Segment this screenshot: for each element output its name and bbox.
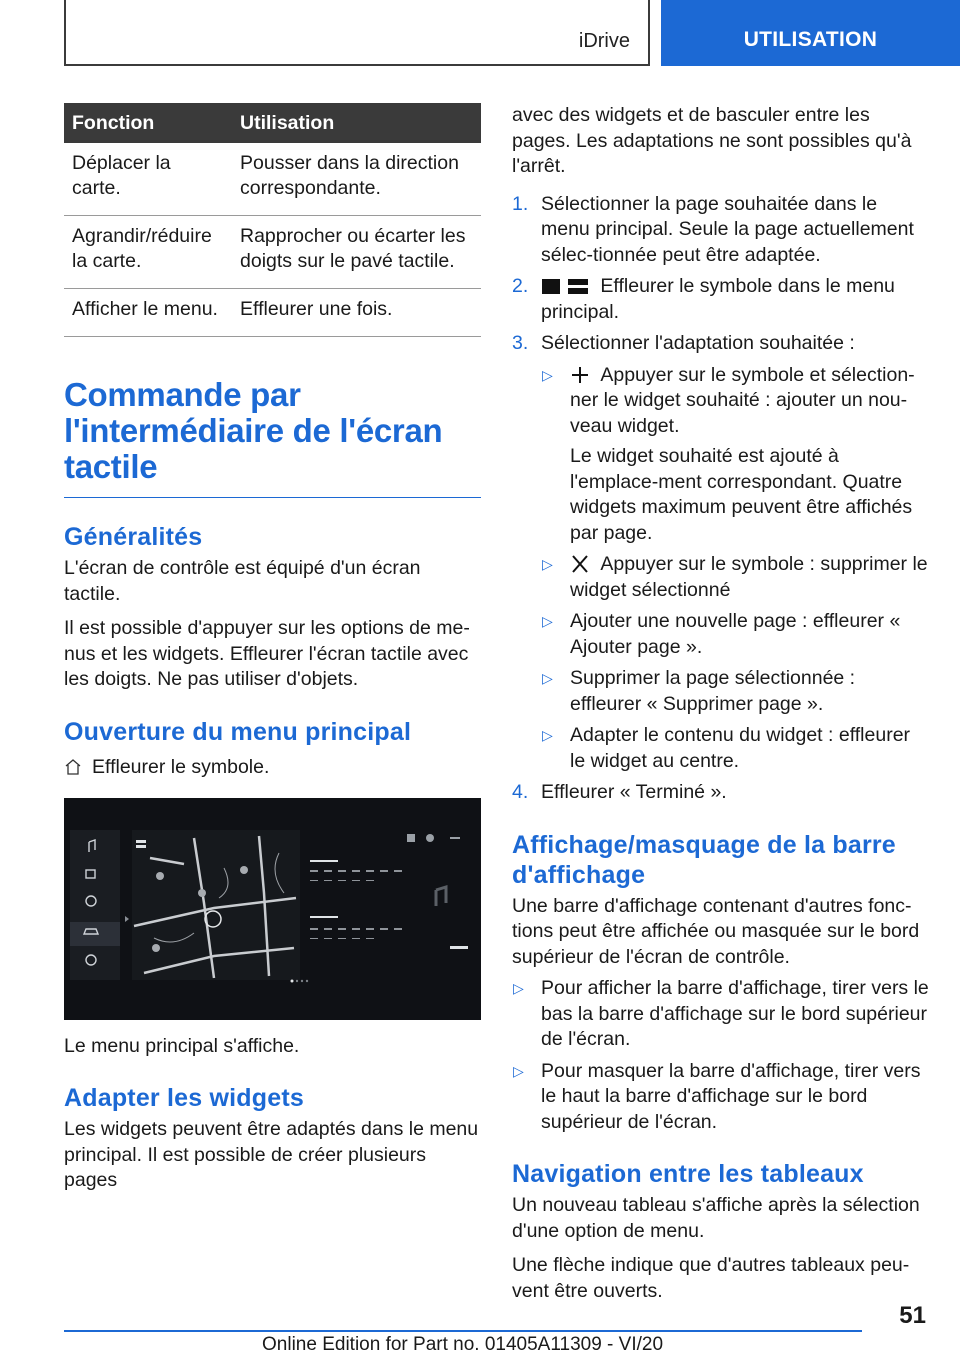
bar-list bbox=[512, 976, 930, 1135]
table-header-cell: Utilisation bbox=[232, 103, 481, 143]
step-item bbox=[512, 331, 930, 774]
heading-display-bar: Affichage/masquage de la barre d'affichage bbox=[512, 830, 896, 889]
screen-illustration bbox=[64, 798, 481, 1020]
page-number: 51 bbox=[899, 1302, 926, 1329]
widget-layout-icon bbox=[541, 277, 589, 295]
header-chapter: UTILISATION bbox=[661, 0, 960, 66]
paragraph: Un nouveau tableau s'affiche après la sélection d'une option de menu. bbox=[512, 1194, 920, 1242]
paragraph: Les widgets peuvent être adaptés dans le menu principal. Il est possible de créer plusieurs pages bbox=[64, 1118, 479, 1191]
table-cell: Effleurer une fois. bbox=[232, 289, 481, 337]
step-text: Effleurer le symbole dans le menu principal. bbox=[541, 275, 895, 323]
table-cell: Afficher le menu. bbox=[64, 289, 232, 337]
heading-general: Généralités bbox=[64, 523, 203, 551]
instruction-text: Effleurer le symbole. bbox=[92, 755, 270, 778]
heading-navigation: Navigation entre les tableaux bbox=[512, 1160, 864, 1188]
triangle-bullet-icon: ▷ bbox=[542, 670, 553, 686]
option-text: Supprimer la page sélectionnée : effleurer « Supprimer page ». bbox=[570, 667, 856, 715]
plus-icon bbox=[570, 366, 590, 384]
table-cell: Pousser dans la direction correspondante. bbox=[232, 143, 481, 216]
function-table bbox=[64, 103, 481, 337]
paragraph: Il est possible d'appuyer sur les options de me-nus et les widgets. Effleurer l'écran tactile avec les doigts. Ne pas utiliser d'objets. bbox=[64, 617, 470, 690]
paragraph: L'écran de contrôle est équipé d'un écran tactile. bbox=[64, 557, 421, 605]
list-item bbox=[512, 1059, 930, 1136]
header-section: iDrive bbox=[578, 30, 630, 52]
triangle-bullet-icon: ▷ bbox=[542, 613, 553, 629]
footer-edition: Online Edition for Part no. 01405A11309 - VI/20 bbox=[262, 1334, 664, 1355]
paragraph: Une barre d'affichage contenant d'autres fonc-tions peut être affichée ou masquée sur le bord supérieur de l'écran de contrôle. bbox=[512, 894, 920, 968]
table-cell: Déplacer la carte. bbox=[64, 143, 232, 216]
control-display-screenshot bbox=[64, 798, 481, 1020]
list-text: Pour masquer la barre d'affichage, tirer vers le haut la barre d'affichage sur le bord supérieur de l'écran. bbox=[541, 1059, 921, 1133]
step-text: Effleurer « Terminé ». bbox=[541, 781, 727, 803]
triangle-bullet-icon: ▷ bbox=[542, 366, 553, 383]
paragraph: avec des widgets et de basculer entre les pages. Les adaptations ne sont possibles qu'à l'arrêt. bbox=[512, 104, 912, 177]
option-text: Adapter le contenu du widget : effleurer le widget au centre. bbox=[570, 724, 911, 772]
step-item bbox=[512, 274, 930, 325]
list-text: Pour afficher la barre d'affichage, tirer vers le bas la barre d'affichage sur le bord supérieur de l'écran. bbox=[541, 977, 929, 1050]
steps-list bbox=[512, 192, 930, 806]
list-item bbox=[512, 976, 930, 1053]
option-note: Le widget souhaité est ajouté à l'emplace-ment correspondant. Quatre widgets maximum peuvent être affichés par page. bbox=[570, 445, 913, 544]
step-item bbox=[512, 192, 930, 269]
option-text: Appuyer sur le symbole : supprimer le widget sélectionné bbox=[570, 553, 928, 601]
table-header-cell: Fonction bbox=[64, 103, 232, 143]
symbol-instruction bbox=[64, 755, 481, 780]
header-box bbox=[64, 0, 650, 66]
table-row bbox=[64, 216, 481, 289]
step-number: 2. bbox=[512, 275, 529, 297]
left-column bbox=[64, 103, 481, 1194]
step-number: 3. bbox=[512, 332, 529, 354]
home-icon bbox=[64, 758, 82, 776]
table-cell: Agrandir/réduire la carte. bbox=[64, 216, 232, 289]
table-row bbox=[64, 143, 481, 216]
list-item bbox=[541, 363, 930, 547]
option-text: Appuyer sur le symbole et sélection-ner le widget souhaité : ajouter un nou-veau widget. bbox=[570, 363, 915, 437]
table-row bbox=[64, 289, 481, 337]
heading-widgets: Adapter les widgets bbox=[64, 1084, 304, 1112]
triangle-bullet-icon: ▷ bbox=[542, 727, 553, 743]
close-icon bbox=[570, 555, 590, 573]
step-text: Sélectionner l'adaptation souhaitée : bbox=[541, 332, 855, 354]
footer-rule bbox=[64, 1330, 862, 1332]
paragraph: Une flèche indique que d'autres tableaux peu-vent être ouverts. bbox=[512, 1254, 910, 1302]
list-item bbox=[541, 723, 930, 774]
heading-open-menu: Ouverture du menu principal bbox=[64, 717, 412, 746]
step-text: Sélectionner la page souhaitée dans le menu principal. Seule la page actuellement sélec-tionnée peut être adaptée. bbox=[541, 192, 914, 266]
triangle-bullet-icon: ▷ bbox=[542, 556, 553, 572]
step-item bbox=[512, 780, 930, 806]
options-list bbox=[541, 363, 930, 775]
step-number: 4. bbox=[512, 781, 529, 803]
list-item bbox=[541, 552, 930, 603]
list-item bbox=[541, 666, 930, 717]
option-text: Ajouter une nouvelle page : effleurer « Ajouter page ». bbox=[570, 610, 901, 658]
section-title-touchscreen: Commande par l'intermédiaire de l'écran tactile bbox=[64, 377, 481, 498]
list-item bbox=[541, 609, 930, 660]
step-number: 1. bbox=[512, 192, 529, 215]
right-column bbox=[512, 103, 930, 1304]
triangle-bullet-icon: ▷ bbox=[513, 1062, 524, 1079]
table-header-row bbox=[64, 103, 481, 143]
paragraph: Le menu principal s'affiche. bbox=[64, 1034, 300, 1057]
triangle-bullet-icon: ▷ bbox=[513, 980, 524, 996]
table-cell: Rapprocher ou écarter les doigts sur le pavé tactile. bbox=[232, 216, 481, 289]
